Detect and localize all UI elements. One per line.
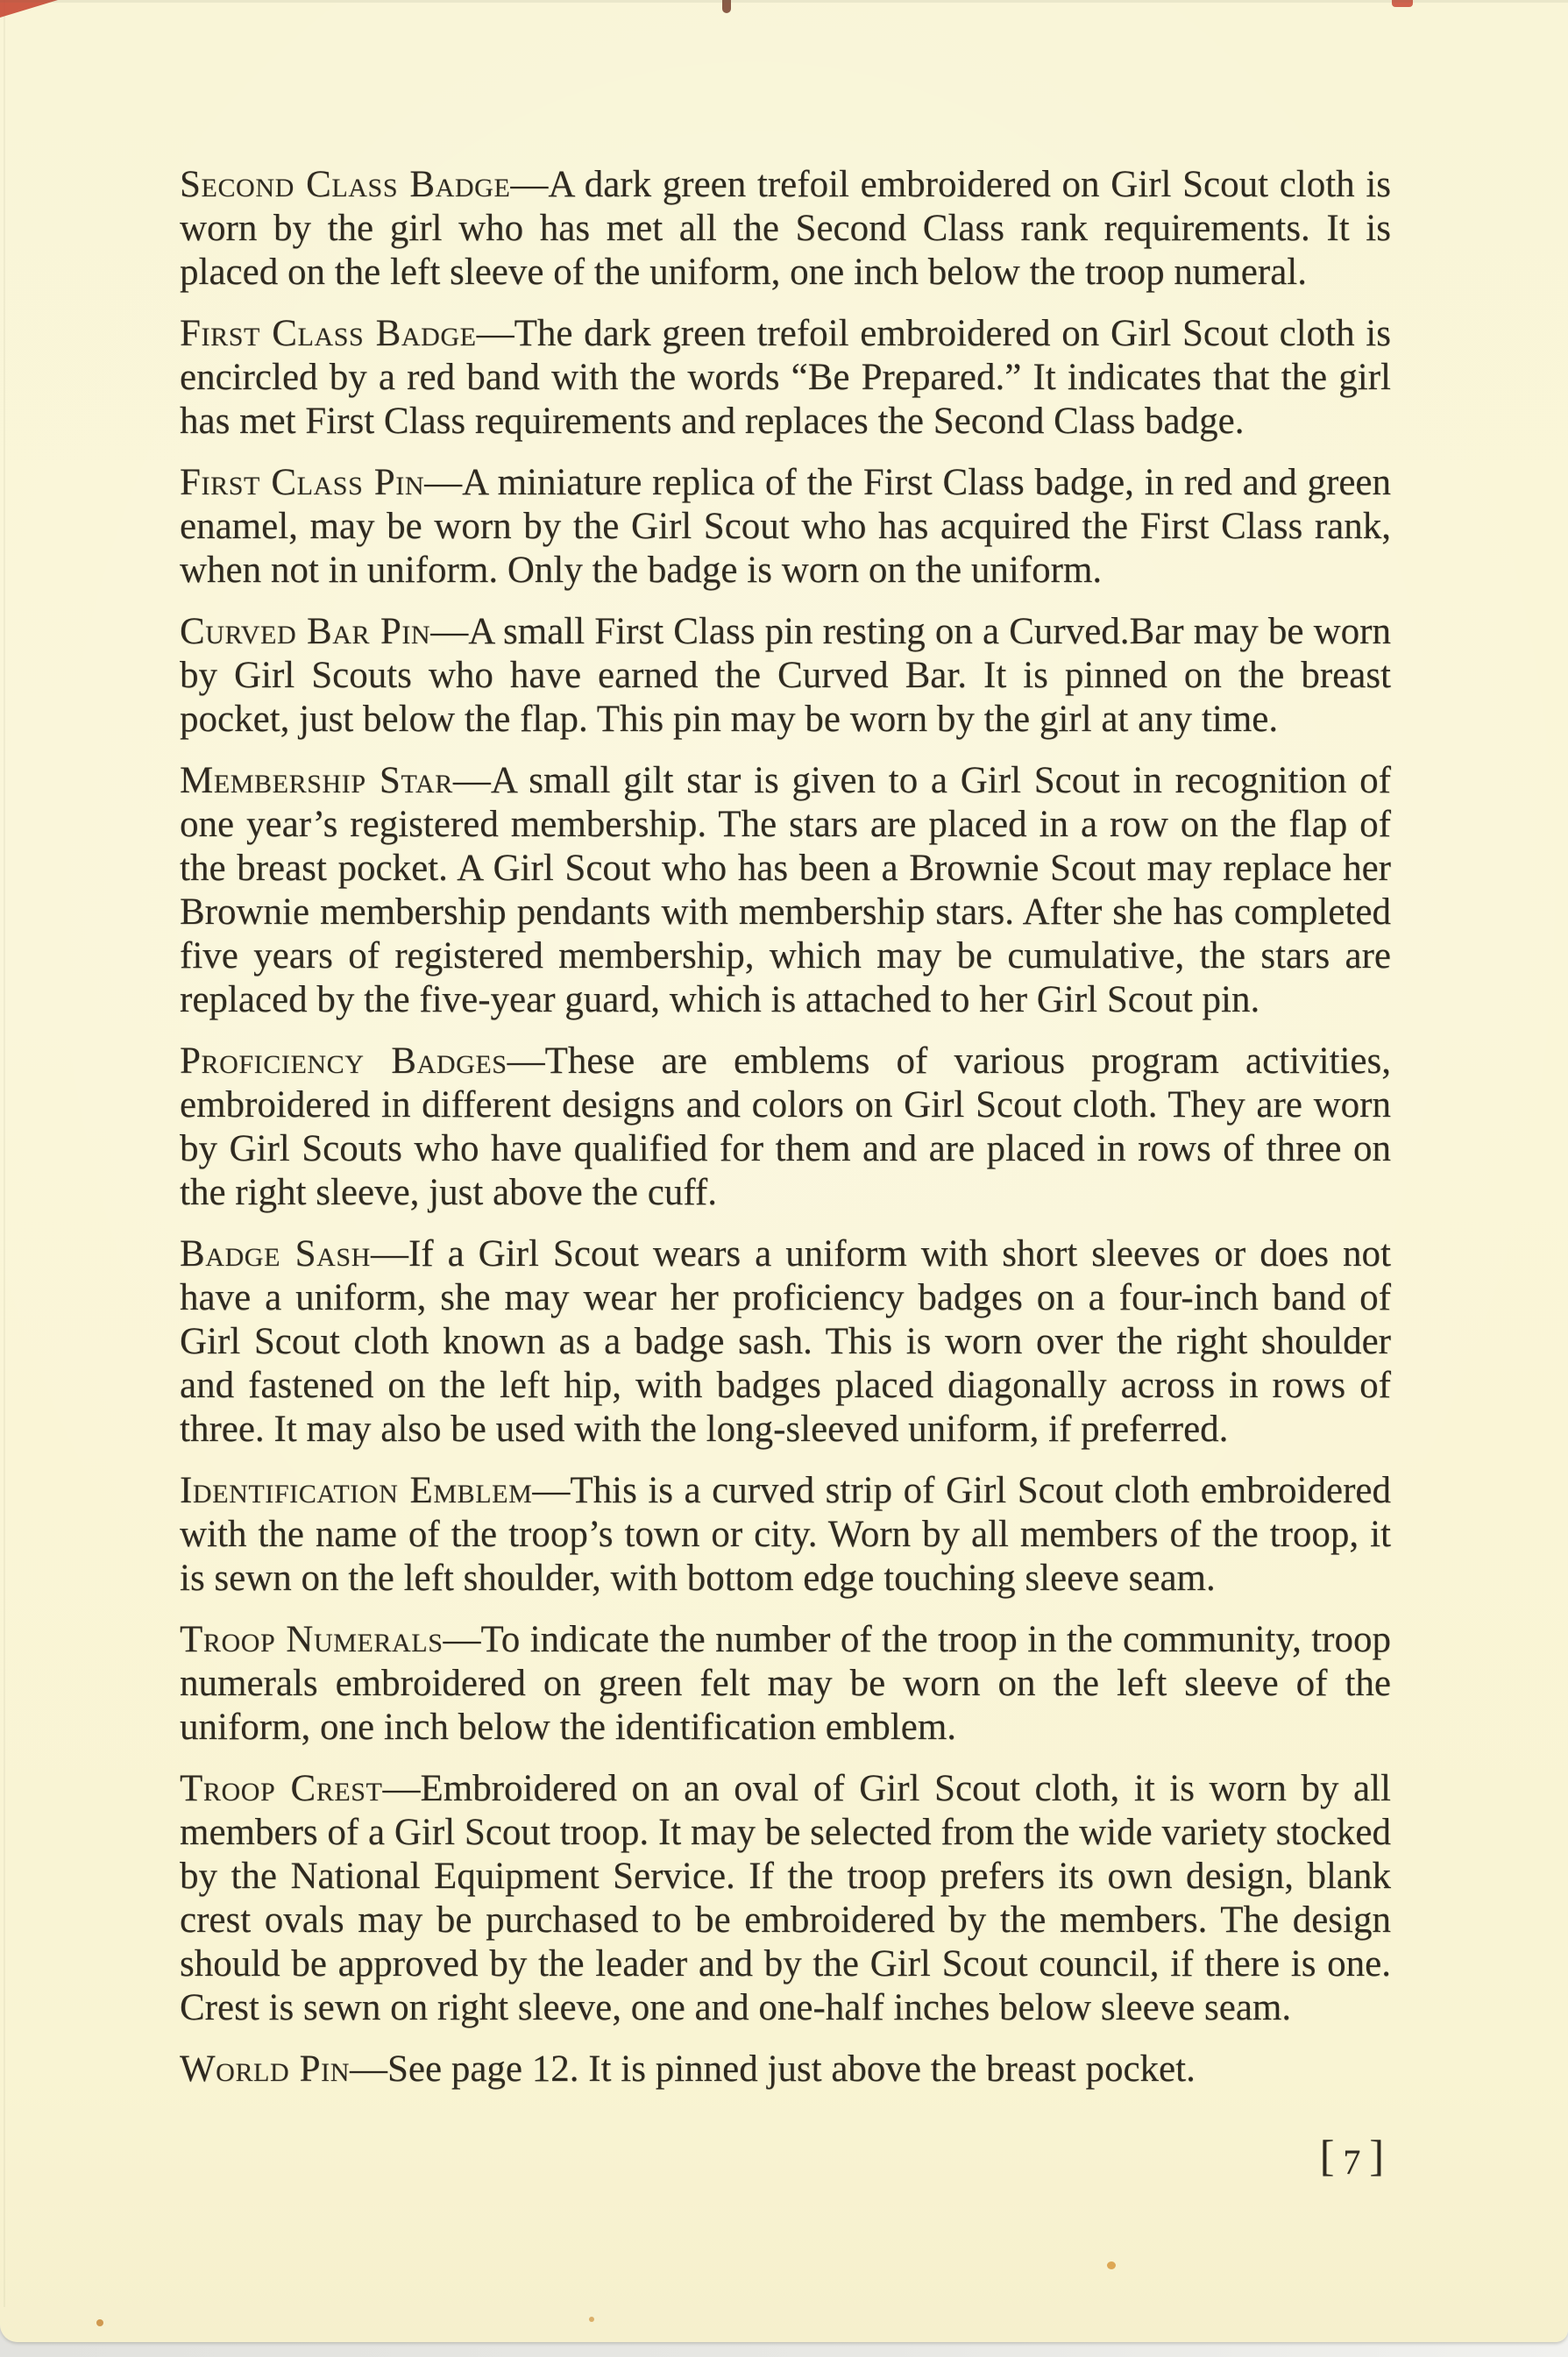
definition-body: —These are emblems of various program activities, embroidered in different designs and colors on Girl Scout cloth. They are worn by Girl Scouts who have qualified for them and are placed in rows of three on the right sleeve, just above the cuff. bbox=[180, 1040, 1391, 1213]
para-world-pin bbox=[180, 2048, 1391, 2091]
definition-body: —If a Girl Scout wears a uniform with short sleeves or does not have a uniform, she may wear her proficiency badges on a four-inch band of Girl Scout cloth known as a badge sash. This is worn over the right shoulder and fastened on the left hip, with badges placed diagonally across in rows of three. It may also be used with the long-sleeved uniform, if preferred. bbox=[180, 1233, 1391, 1450]
definition-body: —A dark green trefoil embroidered on Girl Scout cloth is worn by the girl who has met all the Second Class rank requirements. It is placed on the left sleeve of the uniform, one inch below the troop numeral. bbox=[180, 164, 1391, 293]
definition-term: Identification Emblem bbox=[180, 1470, 533, 1511]
page-number bbox=[1320, 2130, 1384, 2181]
definition-body: —Embroidered on an oval of Girl Scout cloth, it is worn by all members of a Girl Scout troop. It may be selected from the wide variety stocked by the National Equipment Service. If the troop prefers its own design, blank crest ovals may be purchased to be embroidered by the members. The design should be approved by the leader and by the Girl Scout council, if there is one. Crest is sewn on right sleeve, one and one-half inches below sleeve seam. bbox=[180, 1768, 1391, 2028]
definition-term: Troop Crest bbox=[180, 1768, 383, 1809]
definition-term: Curved Bar Pin bbox=[180, 611, 431, 652]
page-number-close-bracket: ] bbox=[1369, 2131, 1384, 2180]
definition-term: World Pin bbox=[180, 2048, 350, 2090]
para-troop-numerals bbox=[180, 1618, 1391, 1750]
page-number-open-bracket: [ bbox=[1319, 2131, 1335, 2180]
para-troop-crest bbox=[180, 1767, 1391, 2030]
definition-term: Proficiency Badges bbox=[180, 1040, 507, 1082]
definition-term: Badge Sash bbox=[180, 1233, 371, 1274]
definition-term: Second Class Badge bbox=[180, 164, 511, 205]
dark-speck-top-edge bbox=[722, 0, 731, 13]
definition-body: —A small gilt star is given to a Girl Scout in recognition of one year’s registered membership. The stars are placed in a row on the flap of the breast pocket. A Girl Scout who has been a Brownie Scout may replace her Brownie membership pendants with membership stars. After she has completed five years of registered membership, which may be cumulative, the stars are replaced by the five-year guard, which is attached to her Girl Scout pin. bbox=[180, 760, 1391, 1020]
para-first-class-pin bbox=[180, 461, 1391, 593]
red-edge-mark-top-left bbox=[0, 0, 58, 18]
definition-term: Membership Star bbox=[180, 760, 453, 801]
definition-body: —This is a curved strip of Girl Scout cloth embroidered with the name of the troop’s town or city. Worn by all members of the troop, it is sewn on the left shoulder, with bottom edge touching sleeve seam. bbox=[180, 1470, 1391, 1599]
para-badge-sash bbox=[180, 1232, 1391, 1452]
para-proficiency-badges bbox=[180, 1040, 1391, 1215]
para-first-class-badge bbox=[180, 312, 1391, 444]
definition-term: First Class Pin bbox=[180, 462, 425, 503]
definitions-text-block bbox=[180, 163, 1391, 2091]
definition-body: —See page 12. It is pinned just above the breast pocket. bbox=[349, 2048, 1196, 2090]
para-curved-bar-pin bbox=[180, 610, 1391, 742]
definition-body: —A miniature replica of the First Class badge, in red and green enamel, may be worn by the Girl Scout who has acquired the First Class rank, when not in uniform. Only the badge is worn on the uniform. bbox=[180, 462, 1391, 591]
definition-term: First Class Badge bbox=[180, 313, 477, 354]
definition-body: —The dark green trefoil embroidered on Girl Scout cloth is encircled by a red band with the words “Be Prepared.” It indicates that the girl has met First Class requirements and replaces the Second Class badge. bbox=[180, 313, 1391, 442]
foxing-spot bbox=[1107, 2261, 1116, 2269]
page-number-value: 7 bbox=[1343, 2142, 1361, 2182]
definition-body: —A small First Class pin resting on a Curved.Bar may be worn by Girl Scouts who have earned the Curved Bar. It is pinned on the breast pocket, just below the flap. This pin may be worn by the girl at any time. bbox=[180, 611, 1392, 740]
para-identification-emblem bbox=[180, 1469, 1391, 1601]
foxing-spot bbox=[589, 2317, 594, 2322]
para-membership-star bbox=[180, 759, 1391, 1022]
definition-body: —To indicate the number of the troop in the community, troop numerals embroidered on green felt may be worn on the left sleeve of the uniform, one inch below the identification emblem. bbox=[180, 1619, 1391, 1748]
para-second-class-badge bbox=[180, 163, 1391, 295]
definition-term: Troop Numerals bbox=[180, 1619, 443, 1660]
red-edge-mark-top-right bbox=[1392, 0, 1413, 7]
foxing-spot bbox=[96, 2319, 103, 2326]
